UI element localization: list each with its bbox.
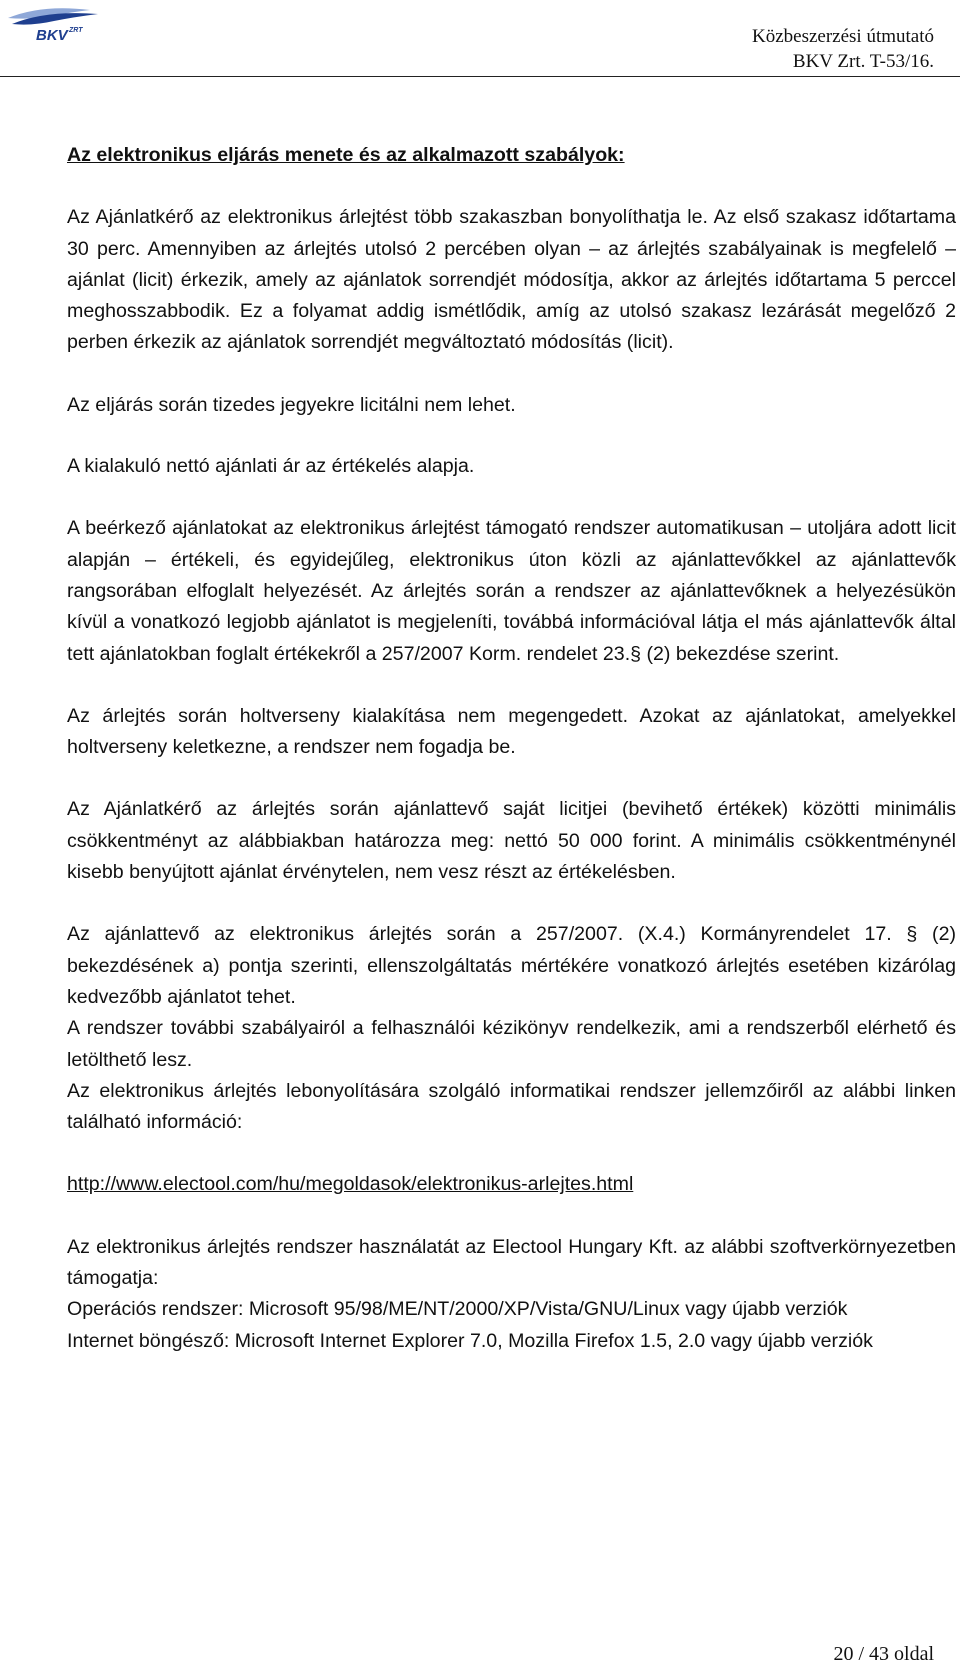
- svg-text:BKV: BKV: [36, 27, 68, 44]
- paragraph-system-info: Az elektronikus árlejtés lebonyolítására szolgáló informatikai rendszer jellemzőiről az alábbi linken található információ:: [67, 1079, 956, 1134]
- header-divider: [0, 76, 960, 77]
- paragraph-decimals: Az eljárás során tizedes jegyekre licitálni nem lehet.: [67, 393, 516, 416]
- paragraph-stages: Az Ajánlatkérő az elektronikus árlejtést több szakaszban bonyolíthatja le. Az első szakasz időtartama 30 perc. Amennyiben az árlejtés utolsó 2 percében olyan – az árlejtés szabályainak is megfelelő – ajánlat (licit) érkezik, amely az ajánlatok sorrendjét módosítja, akkor az árlejtés időtartama 5 perccel meghosszabbodik. Ez a folyamat addig ismétlődik, amíg az utolsó szakasz lezárását megelőző 2 perben érkezik az ajánlatok sorrendjét megváltoztató módosítás (licit).: [67, 206, 956, 354]
- paragraph-regulation: Az ajánlattevő az elektronikus árlejtés során a 257/2007. (X.4.) Kormányrendelet 17. § (2) bekezdésének a) pontja szerinti, ellenszolgáltatás mértékére vonatkozó árlejtés esetében kizárólag kedvezőbb ajánlatot tehet.: [67, 923, 956, 1008]
- paragraph-os: Operációs rendszer: Microsoft 95/98/ME/NT/2000/XP/Vista/GNU/Linux vagy újabb verziók: [67, 1298, 848, 1321]
- section-heading: Az elektronikus eljárás menete és az alkalmazott szabályok:: [67, 144, 625, 166]
- paragraph-software-env: Az elektronikus árlejtés rendszer használatát az Electool Hungary Kft. az alábbi szoftverkörnyezetben támogatja:: [67, 1235, 956, 1290]
- header-doc-title: Közbeszerzési útmutató: [751, 26, 934, 47]
- document-body: [67, 140, 956, 1357]
- electool-link[interactable]: http://www.electool.com/hu/megoldasok/elektronikus-arlejtes.html: [67, 1173, 634, 1196]
- paragraph-evaluation: A beérkező ajánlatokat az elektronikus árlejtést támogató rendszer automatikusan – utoljára adott licit alapján – értékeli, és egyidejűleg, elektronikus úton közli az ajánlattevőkkel az ajánlattevők rangsorában elfoglalt helyezését. Az árlejtés során a rendszer az ajánlattevőknek a helyezésükön kívül a vonatkozó legjobb ajánlatot is megjeleníti, továbbá információval látja el más ajánlattevők által tett ajánlatokban foglalt értékekről a 257/2007 Korm. rendelet 23.§ (2) bekezdése szerint.: [67, 517, 956, 665]
- page-number: 20 / 43 oldal: [833, 1643, 934, 1665]
- paragraph-manual: A rendszer további szabályairól a felhasználói kézikönyv rendelkezik, ami a rendszerből elérhető és letölthető lesz.: [67, 1017, 956, 1071]
- paragraph-tie: Az árlejtés során holtverseny kialakítása nem megengedett. Azokat az ajánlatokat, amelyekkel holtverseny keletkezne, a rendszer nem fogadja be.: [67, 704, 956, 759]
- paragraph-browser: Internet böngésző: Microsoft Internet Explorer 7.0, Mozilla Firefox 1.5, 2.0 vagy újabb verziók: [67, 1329, 873, 1352]
- header-doc-ref: BKV Zrt. T-53/16.: [792, 51, 934, 72]
- paragraph-min-decrement: Az Ajánlatkérő az árlejtés során ajánlattevő saját licitjei (bevihető értékek) közötti minimális csökkentményt az alábbiakban határozza meg: nettó 50 000 forint. A minimális csökkentménynél kisebb benyújtott ajánlat érvénytelen, nem vesz részt az értékelésben.: [67, 798, 956, 884]
- header-doc-info: [752, 24, 934, 74]
- page-header: [0, 0, 960, 80]
- paragraph-net-price: A kialakuló nettó ajánlati ár az értékelés alapja.: [67, 455, 475, 478]
- svg-text:ZRT: ZRT: [69, 27, 83, 34]
- bkv-logo: [2, 2, 114, 46]
